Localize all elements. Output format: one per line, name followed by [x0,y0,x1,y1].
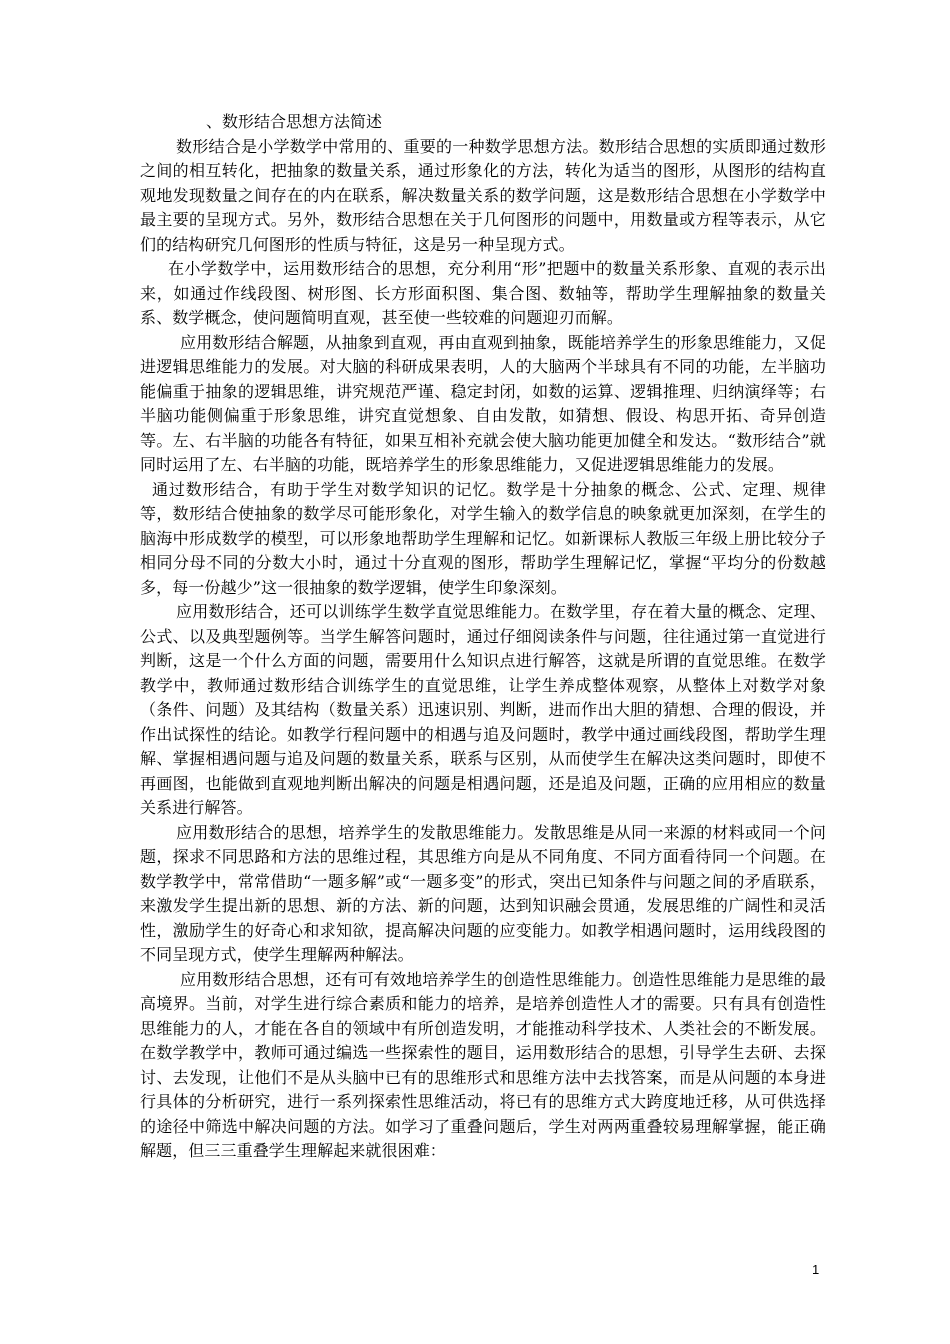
paragraph-1: 数形结合是小学数学中常用的、重要的一种数学思想方法。数形结合思想的实质即通过数形之间的相互转化，把抽象的数量关系，通过形象化的方法，转化为适当的图形，从图形的结构直观地发现数量之间存在的内在联系，解决数量关系的数学问题，这是数形结合思想在小学数学中最主要的呈现方式。另外，数形结合思想在关于几何图形的问题中，用数量或方程等表示，从它们的结构研究几何图形的性质与特征，这是另一种呈现方式。 [140,136,826,254]
section-heading: 、数形结合思想方法简述 [206,112,383,131]
paragraph-7: 应用数形结合思想，还有可有效地培养学生的创造性思维能力。创造性思维能力是思维的最高境界。当前，对学生进行综合素质和能力的培养，是培养创造性人才的需要。只有具有创造性思维能力的人，才能在各自的领域中有所创造发明，才能推动科学技术、人类社会的不断发展。在数学教学中，教师可通过编选一些探索性的题目，运用数形结合的思想，引导学生去研、去探讨、去发现，让他们不是从头脑中已有的思维形式和思维方法中去找答案，而是从问题的本身进行具体的分析研究，进行一系列探索性思维活动，将已有的思维方式大跨度地迁移，从可供选择的途径中筛选中解决问题的方法。如学习了重叠问题后，学生对两两重叠较易理解掌握，能正确解题，但三三重叠学生理解起来就很困难： [140,969,826,1160]
paragraph-2: 在小学数学中，运用数形结合的思想，充分利用“形”把题中的数量关系形象、直观的表示出来，如通过作线段图、树形图、长方形面积图、集合图、数轴等，帮助学生理解抽象的数量关系、数学概念，使问题简明直观，甚至使一些较难的问题迎刃而解。 [140,259,826,327]
page-number: 1 [812,1262,820,1277]
paragraph-6: 应用数形结合的思想，培养学生的发散思维能力。发散思维是从同一来源的材料或同一个问题，探求不同思路和方法的思维过程，其思维方向是从不同角度、不同方面看待同一个问题。在数学教学中，常常借助“一题多解”或“一题多变”的形式，突出已知条件与问题之间的矛盾联系，来激发学生提出新的思想、新的方法、新的问题，达到知识融会贯通，发展思维的广阔性和灵活性，激励学生的好奇心和求知欲，提高解决问题的应变能力。如教学相遇问题时，运用线段图的不同呈现方式，使学生理解两种解法。 [140,822,826,964]
paragraph-4: 通过数形结合，有助于学生对数学知识的记忆。数学是十分抽象的概念、公式、定理、规律等，数形结合使抽象的数学尽可能形象化，对学生输入的数学信息的映象就更加深刻，在学生的脑海中形成数学的模型，可以形象地帮助学生理解和记忆。如新课标人教版三年级上册比较分子相同分母不同的分数大小时，通过十分直观的图形，帮助学生理解记忆，掌握“平均分的份数越多，每一份越少”这一很抽象的数学逻辑，使学生印象深刻。 [140,479,826,597]
paragraph-3: 应用数形结合解题，从抽象到直观，再由直观到抽象，既能培养学生的形象思维能力，又促进逻辑思维能力的发展。对大脑的科研成果表明，人的大脑两个半球具有不同的功能，左半脑功能偏重于抽象的逻辑思维，讲究规范严谨、稳定封闭，如数的运算、逻辑推理、归纳演绎等；右半脑功能侧偏重于形象思维，讲究直觉想象、自由发散，如猜想、假设、构思开拓、奇异创造等。左、右半脑的功能各有特征，如果互相补充就会使大脑功能更加健全和发达。“数形结合”就同时运用了左、右半脑的功能，既培养学生的形象思维能力，又促进逻辑思维能力的发展。 [140,332,826,474]
document-body [140,110,826,1164]
paragraph-5: 应用数形结合，还可以训练学生数学直觉思维能力。在数学里，存在着大量的概念、定理、公式、以及典型题例等。当学生解答问题时，通过仔细阅读条件与问题，往往通过第一直觉进行判断，这是一个什么方面的问题，需要用什么知识点进行解答，这就是所谓的直觉思维。在数学教学中，教师通过数形结合训练学生的直觉思维，让学生养成整体观察，从整体上对数学对象（条件、问题）及其结构（数量关系）迅速识别、判断，进而作出大胆的猜想、合理的假设，并作出试探性的结论。如教学行程问题中的相遇与追及问题时，教学中通过画线段图，帮助学生理解、掌握相遇问题与追及问题的数量关系，联系与区别，从而使学生在解决这类问题时，即使不再画图，也能做到直观地判断出解决的问题是相遇问题，还是追及问题，正确的应用相应的数量关系进行解答。 [140,602,826,817]
